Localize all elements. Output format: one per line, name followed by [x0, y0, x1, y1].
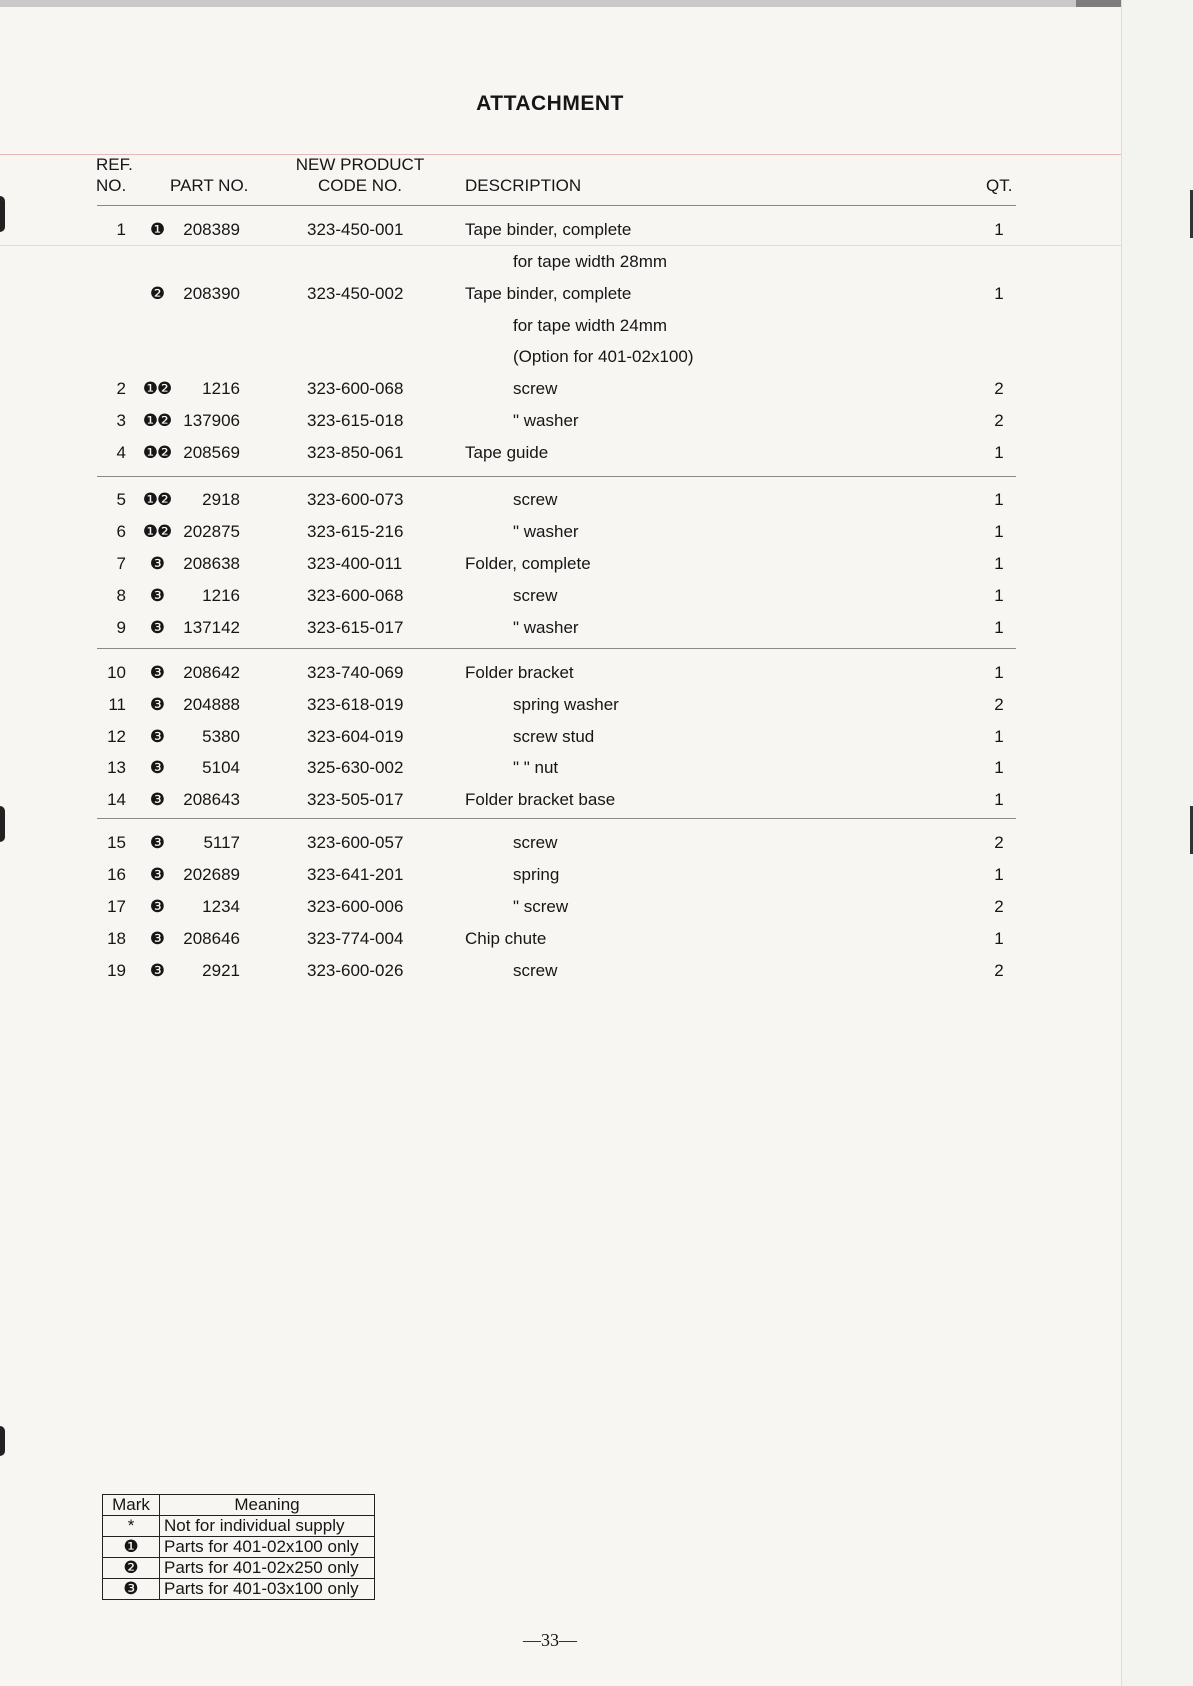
product-code: 323-400-011 — [307, 554, 403, 573]
model-marks: ❸ — [149, 758, 165, 777]
part-number: 208390 — [183, 284, 240, 303]
part-number: 5117 — [203, 833, 240, 852]
model-marks: ❸ — [149, 727, 165, 746]
header-ref-line2: NO. — [96, 176, 127, 195]
description: Folder, complete — [465, 554, 591, 573]
product-code: 323-600-068 — [307, 586, 404, 605]
title-rule — [0, 154, 1121, 155]
table-row — [0, 347, 1100, 377]
product-code: 323-618-019 — [307, 695, 404, 714]
quantity: 1 — [994, 220, 1004, 239]
table-row — [0, 961, 1100, 991]
top-edge-dark — [1076, 0, 1121, 7]
table-row — [0, 490, 1100, 520]
header-code-line2: CODE NO. — [317, 176, 403, 195]
header-ref-line1: REF. — [96, 155, 133, 174]
part-number: 137906 — [183, 411, 240, 430]
ref-number: 18 — [107, 929, 126, 948]
part-number: 5104 — [202, 758, 240, 777]
binding-hole — [0, 1426, 5, 1456]
model-marks: ❸ — [149, 961, 165, 980]
model-marks: ❸ — [149, 663, 165, 682]
quantity: 1 — [994, 618, 1004, 637]
header-part: PART NO. — [170, 176, 249, 195]
header-ref — [96, 154, 133, 196]
ref-number: 3 — [116, 411, 126, 430]
part-number: 208642 — [183, 663, 240, 682]
description: for tape width 28mm — [513, 252, 668, 271]
top-edge — [0, 0, 1121, 7]
description: Tape binder, complete — [465, 284, 632, 303]
part-number: 2921 — [202, 961, 240, 980]
quantity: 1 — [994, 929, 1004, 948]
model-marks: ❶ — [149, 220, 165, 239]
table-row — [0, 727, 1100, 757]
table-row — [0, 929, 1100, 959]
model-marks: ❸ — [149, 865, 165, 884]
ref-number: 2 — [116, 379, 126, 398]
description: " washer — [513, 522, 579, 541]
part-number: 208389 — [183, 220, 240, 239]
model-marks: ❸ — [149, 833, 165, 852]
product-code: 323-600-006 — [307, 897, 404, 916]
legend-row — [103, 1558, 375, 1579]
table-row — [0, 833, 1100, 863]
group-separator — [97, 818, 1016, 819]
quantity: 1 — [994, 865, 1004, 884]
ref-number: 11 — [108, 695, 126, 714]
description: " " nut — [513, 758, 559, 777]
quantity: 1 — [994, 522, 1004, 541]
ref-number: 13 — [107, 758, 126, 777]
model-marks: ❶❷ — [142, 522, 172, 541]
table-row — [0, 443, 1100, 473]
table-row — [0, 411, 1100, 441]
ref-number: 6 — [116, 522, 126, 541]
part-number: 208646 — [183, 929, 240, 948]
product-code: 325-630-002 — [307, 758, 404, 777]
legend-mark: ❶ — [103, 1537, 160, 1558]
product-code: 323-740-069 — [307, 663, 404, 682]
table-row — [0, 586, 1100, 616]
description: screw — [513, 490, 558, 509]
ref-number: 9 — [116, 618, 126, 637]
product-code: 323-850-061 — [307, 443, 404, 462]
product-code: 323-641-201 — [307, 865, 404, 884]
page-edge — [1121, 0, 1193, 1686]
group-separator — [97, 648, 1016, 649]
legend-meaning: Parts for 401-02x100 only — [160, 1537, 375, 1558]
description: " washer — [513, 411, 579, 430]
description: screw — [513, 379, 558, 398]
ref-number: 17 — [107, 897, 126, 916]
quantity: 2 — [994, 833, 1004, 852]
quantity: 1 — [994, 727, 1004, 746]
product-code: 323-450-001 — [307, 220, 404, 239]
quantity: 1 — [994, 663, 1004, 682]
model-marks: ❸ — [149, 790, 165, 809]
product-code: 323-600-068 — [307, 379, 404, 398]
ref-number: 5 — [116, 490, 126, 509]
header-qty: QT. — [986, 176, 1013, 195]
model-marks: ❶❷ — [142, 443, 172, 462]
product-code: 323-615-017 — [307, 618, 404, 637]
table-row — [0, 758, 1100, 788]
table-row — [0, 865, 1100, 895]
description: Chip chute — [465, 929, 547, 948]
model-marks: ❸ — [149, 695, 165, 714]
model-marks: ❸ — [149, 618, 165, 637]
description: for tape width 24mm — [513, 316, 668, 335]
product-code: 323-600-073 — [307, 490, 404, 509]
ref-number: 15 — [107, 833, 126, 852]
quantity: 1 — [994, 284, 1004, 303]
quantity: 2 — [994, 411, 1004, 430]
table-row — [0, 522, 1100, 552]
table-row — [0, 220, 1100, 250]
product-code: 323-600-026 — [307, 961, 404, 980]
legend-meaning: Parts for 401-03x100 only — [160, 1579, 375, 1600]
product-code: 323-450-002 — [307, 284, 404, 303]
ref-number: 14 — [107, 790, 126, 809]
ref-number: 8 — [116, 586, 126, 605]
description: Tape guide — [465, 443, 549, 462]
legend-row — [103, 1516, 375, 1537]
table-row — [0, 695, 1100, 725]
part-number: 137142 — [183, 618, 240, 637]
header-description: DESCRIPTION — [465, 176, 582, 195]
model-marks: ❸ — [149, 586, 165, 605]
model-marks: ❶❷ — [142, 411, 172, 430]
description: screw — [513, 586, 558, 605]
table-row — [0, 316, 1100, 346]
legend-mark: * — [103, 1516, 160, 1537]
table-row — [0, 618, 1100, 648]
quantity: 1 — [994, 586, 1004, 605]
quantity: 2 — [994, 897, 1004, 916]
legend-header-meaning: Meaning — [160, 1495, 375, 1516]
table-row — [0, 554, 1100, 584]
model-marks: ❸ — [149, 897, 165, 916]
part-number: 208569 — [183, 443, 240, 462]
ref-number: 12 — [107, 727, 126, 746]
product-code: 323-615-018 — [307, 411, 404, 430]
table-row — [0, 284, 1100, 314]
description: Tape binder, complete — [465, 220, 632, 239]
model-marks: ❶❷ — [142, 379, 172, 398]
part-number: 5380 — [202, 727, 240, 746]
part-number: 204888 — [183, 695, 240, 714]
part-number: 208638 — [183, 554, 240, 573]
description: Folder bracket base — [465, 790, 616, 809]
description: " washer — [513, 618, 579, 637]
ref-number: 1 — [116, 220, 126, 239]
quantity: 1 — [994, 554, 1004, 573]
legend-meaning: Not for individual supply — [160, 1516, 375, 1537]
table-row — [0, 790, 1100, 820]
page-title: ATTACHMENT — [476, 92, 624, 115]
header-code — [290, 154, 430, 196]
legend-row — [103, 1537, 375, 1558]
ref-number: 7 — [116, 554, 126, 573]
quantity: 2 — [994, 695, 1004, 714]
table-row — [0, 663, 1100, 693]
description: screw — [513, 961, 558, 980]
quantity: 1 — [994, 443, 1004, 462]
product-code: 323-600-057 — [307, 833, 404, 852]
table-row — [0, 897, 1100, 927]
part-number: 208643 — [183, 790, 240, 809]
ref-number: 10 — [107, 663, 126, 682]
description: " screw — [513, 897, 569, 916]
description: spring — [513, 865, 560, 884]
ref-number: 16 — [107, 865, 126, 884]
table-row — [0, 252, 1100, 282]
product-code: 323-774-004 — [307, 929, 404, 948]
description: (Option for 401-02x100) — [513, 347, 694, 366]
part-number: 202875 — [183, 522, 240, 541]
quantity: 1 — [994, 758, 1004, 777]
description: Folder bracket — [465, 663, 574, 682]
part-number: 202689 — [183, 865, 240, 884]
quantity: 1 — [994, 790, 1004, 809]
product-code: 323-505-017 — [307, 790, 404, 809]
product-code: 323-604-019 — [307, 727, 404, 746]
part-number: 2918 — [202, 490, 240, 509]
group-separator — [97, 476, 1016, 477]
ref-number: 19 — [107, 961, 126, 980]
ref-number: 4 — [116, 443, 126, 462]
header-rule — [97, 205, 1016, 206]
description: spring washer — [513, 695, 619, 714]
part-number: 1216 — [202, 586, 240, 605]
legend-header — [103, 1495, 375, 1516]
quantity: 2 — [994, 379, 1004, 398]
description: screw — [513, 833, 558, 852]
product-code: 323-615-216 — [307, 522, 404, 541]
legend-header-mark: Mark — [103, 1495, 160, 1516]
model-marks: ❸ — [149, 554, 165, 573]
legend-mark: ❷ — [103, 1558, 160, 1579]
legend-row — [103, 1579, 375, 1600]
model-marks: ❷ — [149, 284, 165, 303]
header-code-line1: NEW PRODUCT — [295, 155, 425, 174]
part-number: 1216 — [202, 379, 240, 398]
page-number: —33— — [523, 1630, 577, 1650]
description: screw stud — [513, 727, 595, 746]
model-marks: ❶❷ — [142, 490, 172, 509]
legend-meaning: Parts for 401-02x250 only — [160, 1558, 375, 1579]
part-number: 1234 — [202, 897, 240, 916]
model-marks: ❸ — [149, 929, 165, 948]
legend-mark: ❸ — [103, 1579, 160, 1600]
table-row — [0, 379, 1100, 409]
quantity: 2 — [994, 961, 1004, 980]
legend-table — [102, 1494, 375, 1600]
quantity: 1 — [994, 490, 1004, 509]
